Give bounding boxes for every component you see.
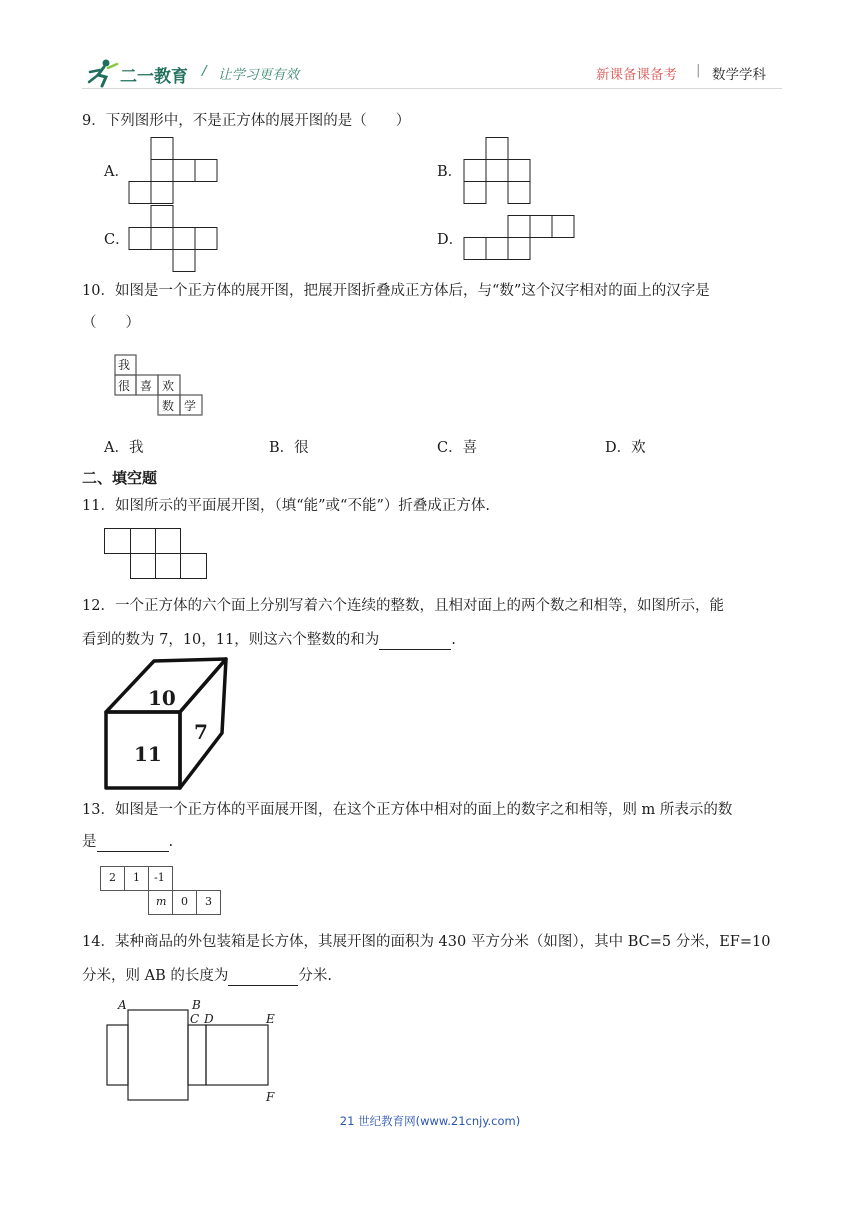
q9-option-a-net: [128, 137, 220, 207]
q10-face-hen: 很: [118, 379, 131, 393]
q14-point-d: D: [204, 1012, 214, 1026]
q9-stem: 9．下列图形中，不是正方体的展开图的是（ ）: [82, 113, 411, 129]
q9-option-d-label: D．: [437, 232, 464, 248]
q12-line1: 12．一个正方体的六个面上分别写着六个连续的整数，且相对面上的两个数之和相等，如图所示，能: [82, 598, 724, 614]
q13-answer-blank[interactable]: [97, 835, 169, 852]
q13-cell-3: 3: [205, 895, 212, 908]
q10-face-xi: 喜: [140, 379, 153, 393]
q10-option-c: C．喜: [437, 440, 478, 456]
q10-stem: 10．如图是一个正方体的展开图，把展开图折叠成正方体后，与“数”这个汉字相对的面上的汉字是: [82, 283, 710, 299]
q13-cell-2: 2: [109, 871, 116, 884]
q9-option-b-label: B．: [437, 164, 463, 180]
q13-cell-m: m: [156, 895, 167, 908]
q9-option-a-label: A．: [104, 164, 129, 180]
q9-option-b-net: [463, 137, 535, 207]
q13-cell-1: 1: [133, 871, 140, 884]
q14-point-e: E: [266, 1012, 275, 1026]
q12-line2: [82, 630, 456, 650]
q12-top-number: 10: [148, 686, 176, 710]
q12-cube-figure: [100, 656, 240, 794]
header-rule: [82, 88, 782, 89]
q13-net: [100, 866, 224, 918]
q10-stem-parens: （ ）: [82, 315, 140, 331]
runner-logo-icon: [84, 58, 120, 88]
section-title: 二、填空题: [82, 469, 158, 487]
q10-face-huan: 欢: [162, 379, 175, 393]
q14-line2-text: 分米，则 AB 的长度为: [82, 968, 229, 984]
q13-cell-0: 0: [181, 895, 188, 908]
q11-net: [104, 528, 210, 582]
q14-point-c: C: [190, 1012, 200, 1026]
q14-line1: 14．某种商品的外包装箱是长方体，其展开图的面积为 430 平方分米（如图），其中 BC=5 分米，EF=10: [82, 934, 771, 950]
header-separator: /: [202, 63, 207, 79]
header-course-label: 新课备课备考: [596, 67, 677, 83]
q14-point-f: F: [266, 1090, 275, 1104]
header-slogan: 让学习更有效: [218, 67, 299, 83]
q9-option-d-net: [463, 214, 581, 264]
q14-box-net: [100, 998, 290, 1106]
q9-option-c-label: C．: [104, 232, 130, 248]
q10-option-a: A．我: [104, 440, 144, 456]
q13-line2: [82, 832, 173, 852]
header: [82, 56, 782, 88]
header-subject: 数学学科: [712, 67, 766, 83]
q14-answer-blank[interactable]: [228, 969, 298, 986]
footer-link[interactable]: 21 世纪教育网(www.21cnjy.com): [339, 1114, 521, 1128]
q13-line1: 13．如图是一个正方体的平面展开图，在这个正方体中相对的面上的数字之和相等，则 m 所表示的数: [82, 802, 733, 818]
q13-cell-neg1: -1: [154, 871, 165, 884]
q12-front-number: 11: [134, 742, 162, 766]
logo-text: 二一教育: [120, 67, 188, 87]
q10-face-xue: 学: [184, 399, 197, 413]
q10-option-d: D．欢: [605, 440, 646, 456]
q14-line2-end: 分米.: [298, 968, 332, 984]
q14-point-b: B: [192, 998, 201, 1012]
q12-line2-end: .: [451, 632, 456, 648]
q10-net: [114, 354, 206, 422]
q13-line2-end: .: [168, 834, 174, 850]
q14-point-a: A: [118, 998, 127, 1012]
q10-option-b: B．很: [269, 440, 309, 456]
q11-stem: 11．如图所示的平面展开图，（填“能”或“不能”）折叠成正方体.: [82, 498, 490, 514]
q14-line2: [82, 966, 332, 986]
q12-side-number: 7: [194, 720, 208, 744]
header-divider: |: [696, 62, 701, 78]
q10-face-shu: 数: [162, 399, 175, 413]
q12-answer-blank[interactable]: [379, 633, 451, 650]
q9-option-c-net: [128, 205, 220, 275]
q13-line2-text: 是: [82, 834, 97, 850]
q10-face-wo: 我: [118, 358, 131, 372]
q12-line2-text: 看到的数为 7，10，11，则这六个整数的和为: [82, 632, 380, 648]
